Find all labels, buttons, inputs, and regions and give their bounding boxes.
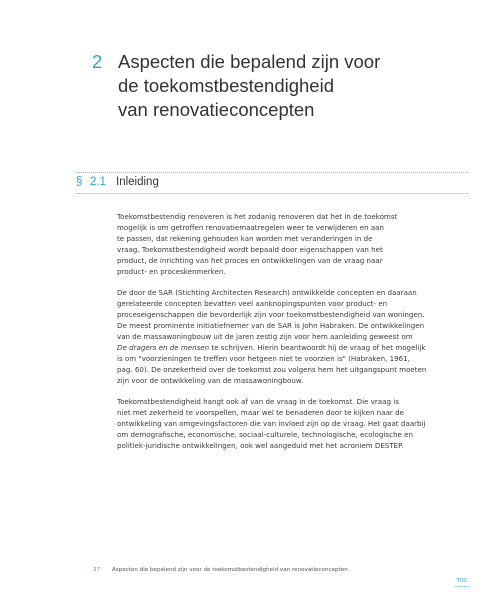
text-line: mogelijk is om getroffen renovatiemaatregelen weer te verwijderen en aan: [117, 222, 385, 232]
text-line: van de massawoningbouw uit de jaren zestig zijn voor hem aanleiding geweest om: [117, 331, 413, 341]
paragraph: [117, 212, 417, 277]
chapter-heading: [92, 50, 472, 122]
text-line: politiek-juridische ontwikkelingen, ook wel aangeduid met het acroniem DESTEP.: [117, 441, 404, 450]
text-line: gerelateerde concepten bevatten veel aanknopingspunten voor product- en: [117, 299, 388, 309]
text-line: product- en proceskenmerken.: [117, 266, 226, 276]
text-line: is om "voorzieningen te treffen voor hetgeen niet te voorzien is" (Habraken, 1961,: [117, 353, 410, 363]
chapter-title-line: de toekomstbestendigheid: [118, 75, 334, 96]
text-line: om demografische, economische, sociaal-culturele, technologische, ecologische en: [117, 430, 413, 440]
page-number: 37: [93, 567, 101, 573]
text-line: vraag. Toekomstbestendigheid wordt bepaald door eigenschappen van het: [117, 244, 383, 254]
section-heading: [76, 172, 468, 192]
section-title: Inleiding: [116, 176, 159, 188]
text-line: pag. 60). De onzekerheid over de toekomst zou volgens hem het uitgangspunt moeten: [117, 364, 427, 374]
section-symbol: §: [76, 176, 83, 188]
text-line: te passen, dat rekening gehouden kan worden met veranderingen in de: [117, 233, 373, 243]
text-line: Toekomstbestendig renoveren is het zodanig renoveren dat het in de toekomst: [117, 212, 398, 221]
running-title: Aspecten die bepalend zijn voor de toekomstbestendigheid van renovatieconcepten: [111, 567, 348, 573]
text-line: niet met zekerheid te voorspellen, maar wel te benaderen door te kijken naar de: [117, 408, 404, 418]
text-line: De door de SAR (Stichting Architecten Research) ontwikkelde concepten en daaraan: [117, 288, 417, 298]
text-line-mixed: [117, 342, 426, 354]
paragraph: [117, 288, 427, 386]
text-line: product, de inrichting van het proces en ontwikkelingen van de vraag naar: [117, 255, 383, 265]
text-line: Toekomstbestendigheid hangt ook af van de vraag in de toekomst. Die vraag is: [117, 397, 399, 407]
chapter-title-line: van renovatieconcepten: [118, 99, 315, 120]
paragraph: [117, 397, 426, 452]
page-footer: [93, 567, 348, 573]
chapter-title: [118, 50, 472, 122]
section-divider-bottom: [76, 193, 468, 194]
toc-underline: [455, 586, 469, 587]
text-line: De meest prominente initiatiefnemer van de SAR is John Habraken. De ontwikkelingen: [117, 321, 425, 331]
toc-link[interactable]: [455, 578, 469, 587]
section-number: 2.1: [90, 176, 106, 188]
body-text: [117, 212, 427, 463]
book-title: De dragers en de mensen: [117, 342, 210, 352]
text-line-rest: te schrijven. Hierin beantwoordt hij de vraag of het mogelijk: [209, 342, 426, 352]
toc-label: TOC: [456, 578, 468, 584]
text-line: ontwikkeling van omgevingsfactoren die van invloed zijn op de vraag. Het gaat daarbij: [117, 419, 426, 429]
text-line: proceseigenschappen die bevorderlijk zijn voor toekomstbestendigheid van woningen.: [117, 310, 425, 320]
text-line: zijn voor de ontwikkeling van de massawoningbouw.: [117, 375, 304, 385]
chapter-number: 2: [92, 51, 103, 72]
chapter-title-line: Aspecten die bepalend zijn voor: [118, 51, 381, 72]
